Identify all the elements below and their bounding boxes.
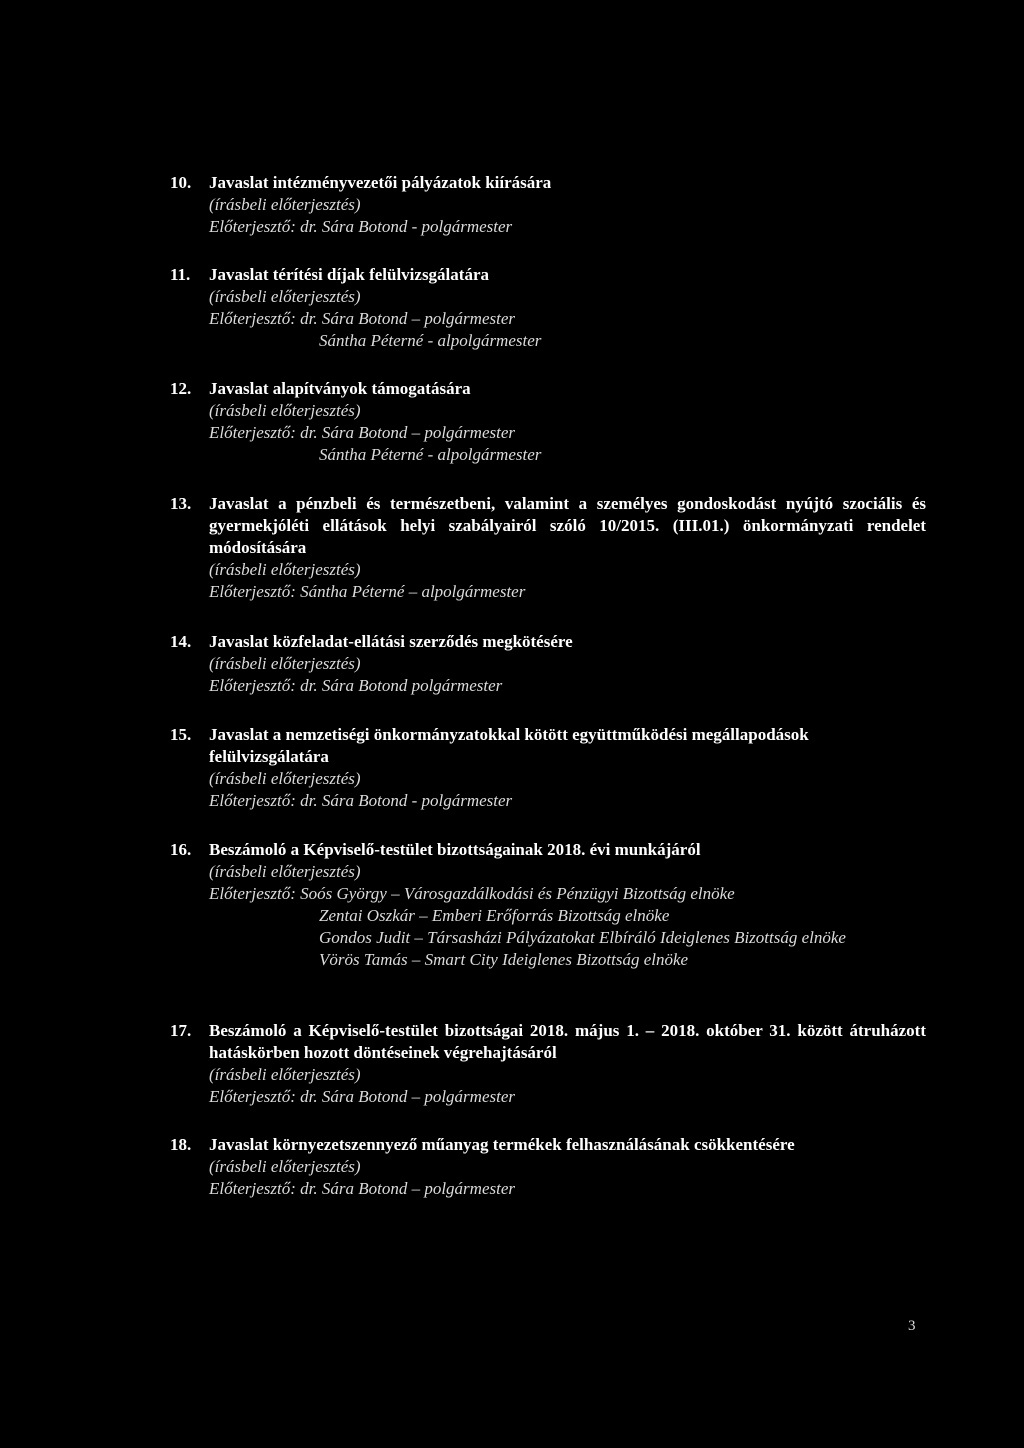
item-title: Beszámoló a Képviselő-testület bizottságainak 2018. évi munkájáról <box>209 840 701 859</box>
agenda-item-17 <box>170 1020 926 1108</box>
item-co-presenter: Gondos Judit – Társasházi Pályázatokat Elbíráló Ideiglenes Bizottság elnöke <box>319 928 846 947</box>
item-number: 17. <box>170 1021 192 1040</box>
item-number: 16. <box>170 840 192 859</box>
agenda-item-10 <box>170 172 926 238</box>
item-number: 14. <box>170 632 192 651</box>
agenda-item-18 <box>170 1134 926 1200</box>
item-presenter: Előterjesztő: dr. Sára Botond – polgármester <box>209 1087 515 1106</box>
item-note: (írásbeli előterjesztés) <box>209 862 361 881</box>
item-note: (írásbeli előterjesztés) <box>209 195 361 214</box>
item-note: (írásbeli előterjesztés) <box>209 769 361 788</box>
item-co-presenter: Zentai Oszkár – Emberi Erőforrás Bizottság elnöke <box>319 906 670 925</box>
item-title: Javaslat környezetszennyező műanyag termékek felhasználásának csökkentésére <box>209 1135 795 1154</box>
item-title: Javaslat közfeladat-ellátási szerződés megkötésére <box>209 632 573 651</box>
item-presenter: Előterjesztő: dr. Sára Botond – polgármester <box>209 309 515 328</box>
item-note: (írásbeli előterjesztés) <box>209 287 361 306</box>
item-number: 18. <box>170 1135 192 1154</box>
item-title: Javaslat intézményvezetői pályázatok kiírására <box>209 173 552 192</box>
item-note: (írásbeli előterjesztés) <box>209 560 361 579</box>
item-presenter: Előterjesztő: dr. Sára Botond – polgármester <box>209 423 515 442</box>
item-title: Javaslat a nemzetiségi önkormányzatokkal kötött együttműködési megállapodások felülvizsgálatára <box>209 725 809 766</box>
item-note: (írásbeli előterjesztés) <box>209 1065 361 1084</box>
item-presenter: Előterjesztő: dr. Sára Botond - polgármester <box>209 791 513 810</box>
item-presenter: Előterjesztő: Sántha Péterné – alpolgármester <box>209 582 526 601</box>
agenda-item-14 <box>170 631 926 697</box>
item-presenter: Előterjesztő: dr. Sára Botond – polgármester <box>209 1179 515 1198</box>
item-title: Beszámoló a Képviselő-testület bizottságai 2018. május 1. – 2018. október 31. között átruházott hatáskörben hozott döntéseinek végrehajtásáról <box>209 1021 926 1062</box>
item-presenter: Előterjesztő: dr. Sára Botond polgármester <box>209 676 503 695</box>
item-title: Javaslat alapítványok támogatására <box>209 379 471 398</box>
item-note: (írásbeli előterjesztés) <box>209 1157 361 1176</box>
item-presenter: Előterjesztő: Soós György – Városgazdálkodási és Pénzügyi Bizottság elnöke <box>209 884 735 903</box>
item-title: Javaslat térítési díjak felülvizsgálatára <box>209 265 489 284</box>
item-co-presenter: Sántha Péterné - alpolgármester <box>319 331 542 350</box>
item-presenter: Előterjesztő: dr. Sára Botond - polgármester <box>209 217 513 236</box>
agenda-item-12 <box>170 378 926 466</box>
agenda-item-11 <box>170 264 926 352</box>
agenda-item-15 <box>170 724 926 812</box>
item-note: (írásbeli előterjesztés) <box>209 654 361 673</box>
item-number: 11. <box>170 265 191 284</box>
item-co-presenter: Vörös Tamás – Smart City Ideiglenes Bizottság elnöke <box>319 950 689 969</box>
item-number: 13. <box>170 494 192 513</box>
item-number: 12. <box>170 379 192 398</box>
agenda-item-16 <box>170 839 926 971</box>
page-number: 3 <box>908 1318 916 1334</box>
item-title: Javaslat a pénzbeli és természetbeni, valamint a személyes gondoskodást nyújtó szociális és gyermekjóléti ellátások helyi szabályairól szóló 10/2015. (III.01.) önkormányzati rendelet módosítására <box>209 494 926 557</box>
item-co-presenter: Sántha Péterné - alpolgármester <box>319 445 542 464</box>
agenda-item-13 <box>170 493 926 603</box>
item-number: 10. <box>170 173 192 192</box>
item-note: (írásbeli előterjesztés) <box>209 401 361 420</box>
item-number: 15. <box>170 725 192 744</box>
